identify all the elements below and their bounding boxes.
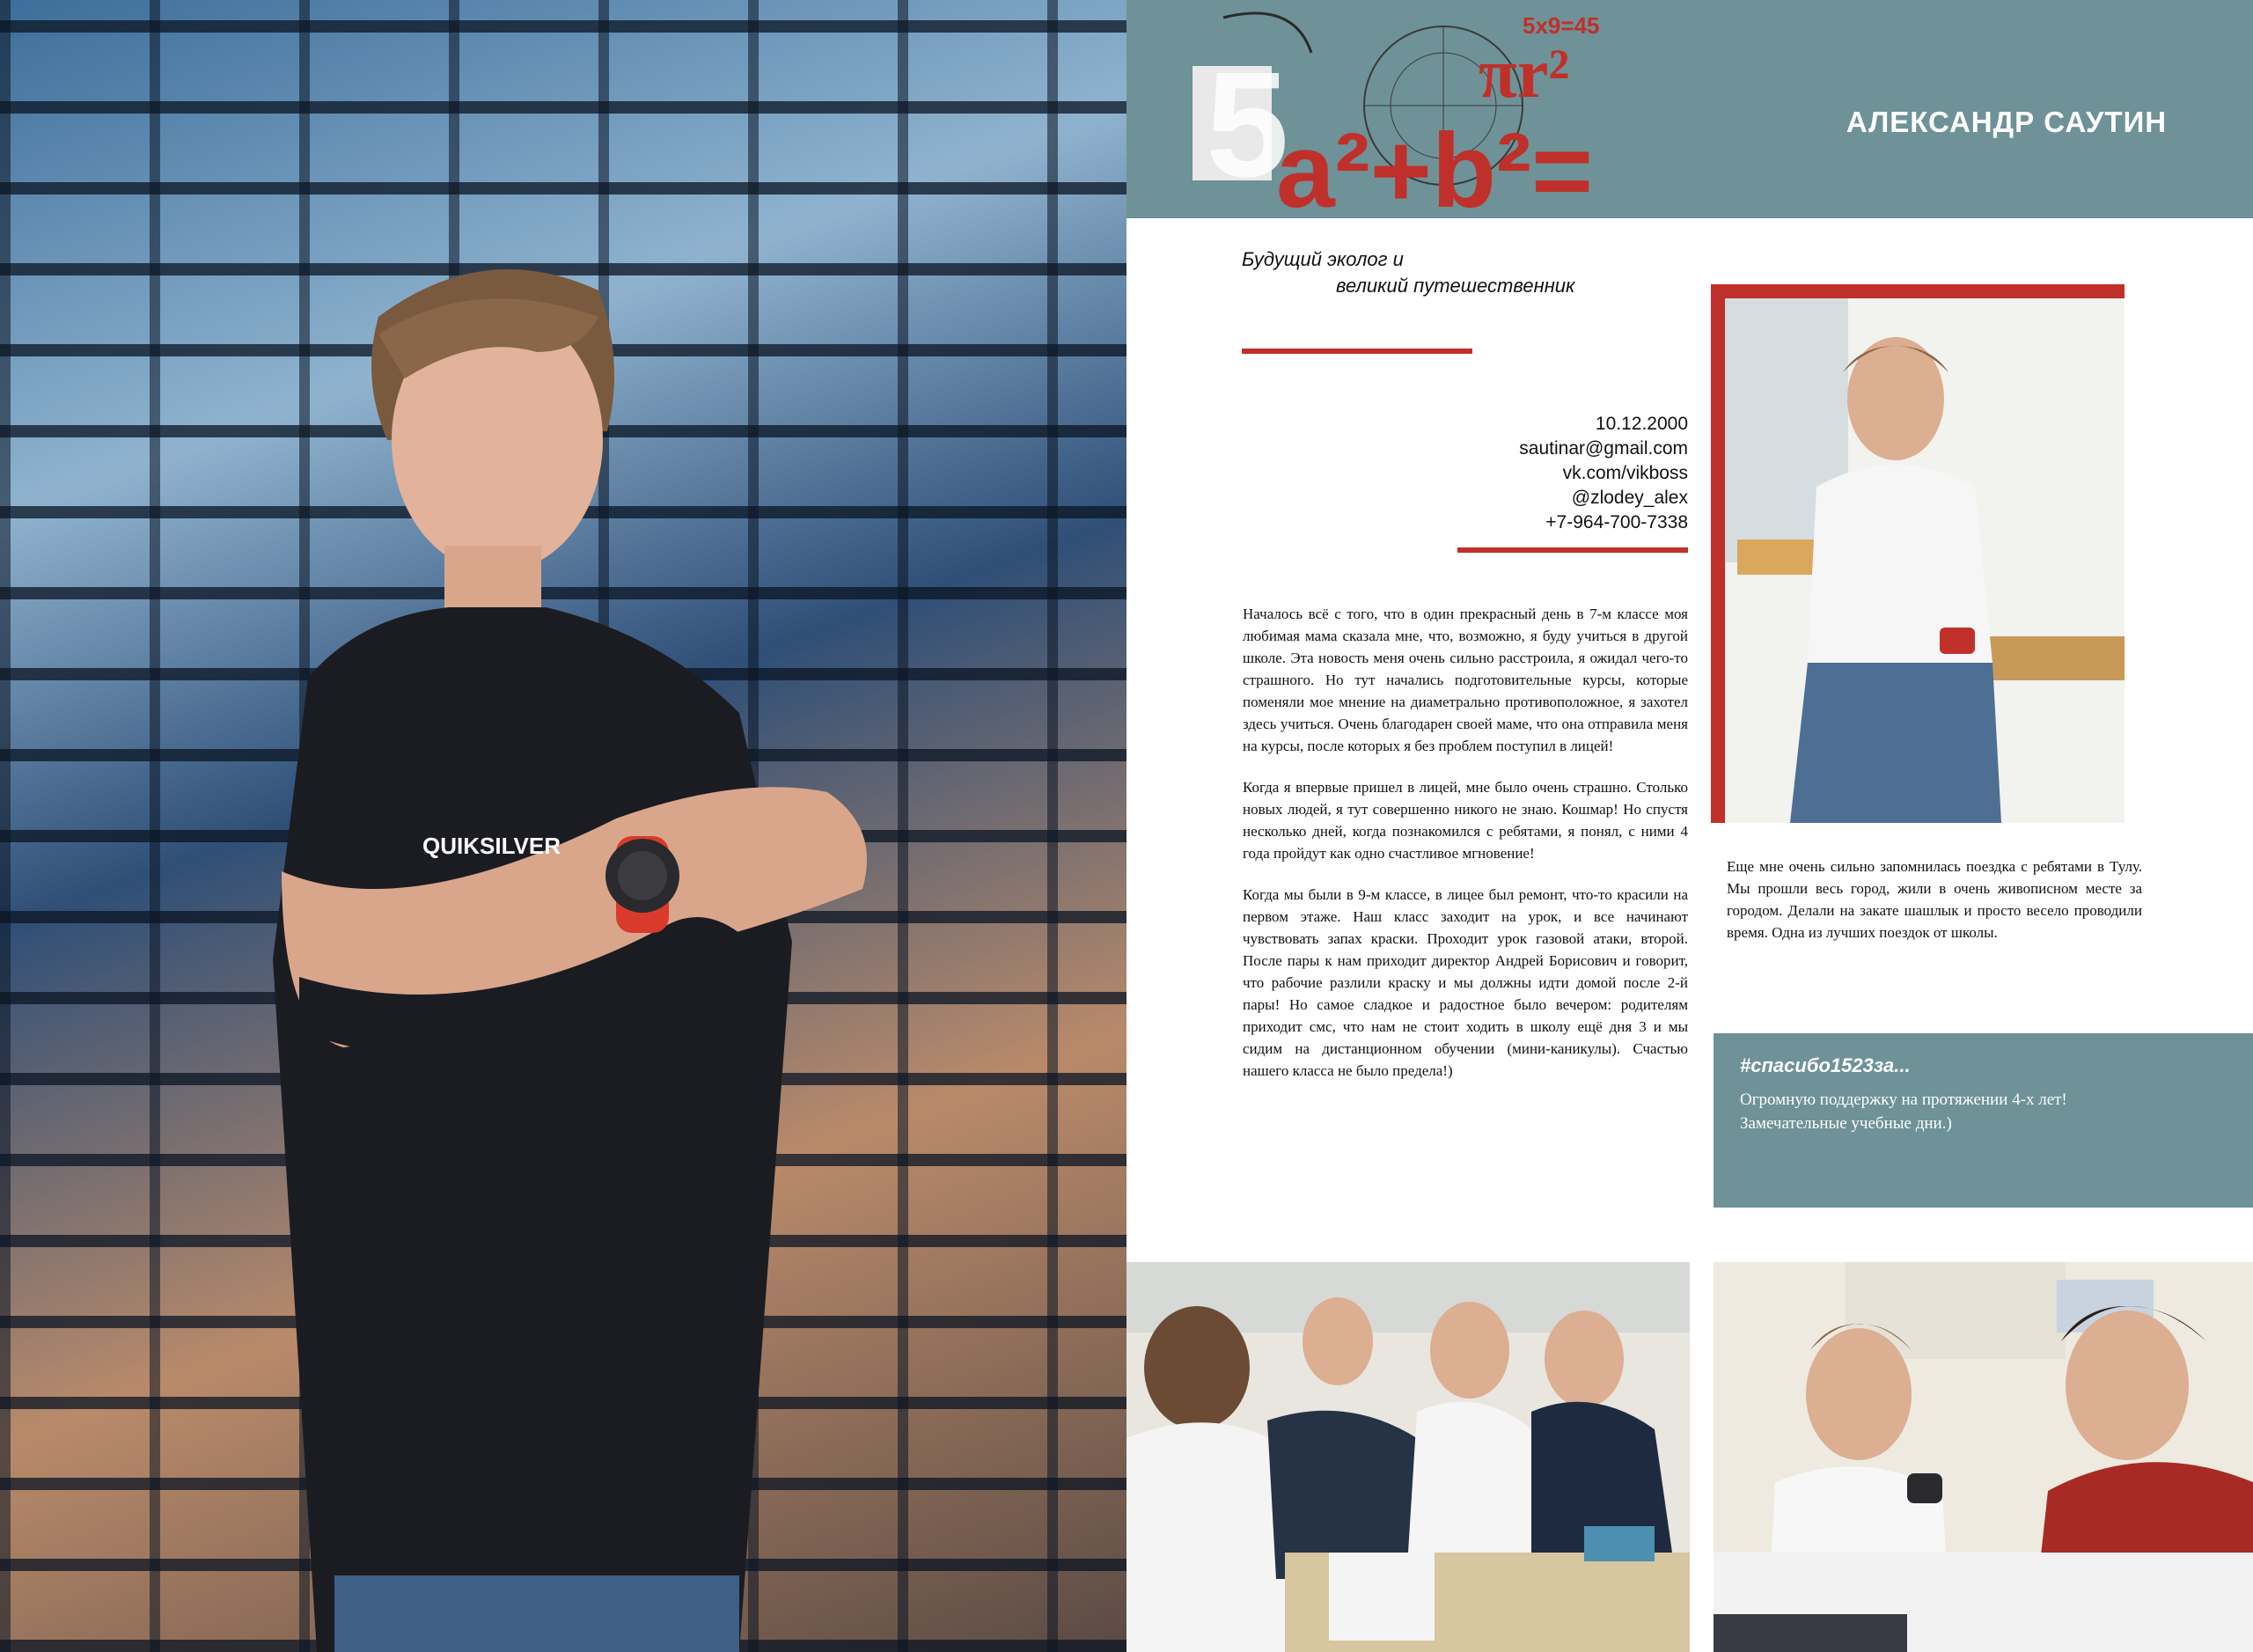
classroom-portrait-photo [1711,284,2125,823]
thanks-text: Огромную поддержку на протяжении 4-х лет! Замечательные учебные дни.) [1740,1090,2067,1133]
svg-text:5: 5 [1206,41,1289,209]
phone-number[interactable]: +7-964-700-7338 [1545,512,1688,532]
vk-link[interactable]: vk.com/vikboss [1562,463,1688,483]
formula-art [1188,0,1681,218]
formula-text-2: πr² [1479,35,1570,113]
subtitle-line-1: Будущий эколог и [1242,248,1404,270]
story-paragraph-1: Началось всё с того, что в один прекрасный день в 7-м классе моя любимая мама сказала мне, что, возможно, я буду учиться в другой школе. Эта новость меня очень сильно расстроила, я ожидал чего-то страшного. Но тут начались подготовительные курсы, которые поменяли мое мнение на диаметрально противоположное, я захотел здесь учиться. Очень благодарен своей маме, что она отправила меня на курсы, после которых я без проблем поступил в лицей! [1243,606,1688,754]
student-portrait-illustration [246,255,950,1652]
portrait-photo [0,0,1126,1652]
story-paragraph-2: Когда я впервые пришел в лицей, мне было очень страшно. Столько новых людей, я тут совершенно никого не знаю. Кошмар! Но спустя несколько дней, когда познакомился с ребятами, я понял, с ними 4 года пройдут как одно счастливое мгновение! [1243,779,1688,862]
story-paragraph-3: Когда мы были в 9-м классе, в лицее был ремонт, что-то красили на первом этаже. Наш класс заходит на урок, и все начинают чувствовать запах краски. Проходит урок газовой атаки, второй. После пары к нам приходит директор Андрей Борисович и говорит, что рабочие разлили краску и мы должны идти домой после 2-й пары! Но самое сладкое и радостное было вечером: родителям приходит смс, что нам не стоит ходить в школу ещё дня 3 и мы сидим на дистанционном обучении (мини-каникулы). Счастью нашего класса не было предела!) [1243,886,1688,1079]
header-band [1126,0,2253,218]
social-handle[interactable]: @zlodey_alex [1571,488,1688,508]
contact-block [1144,412,1688,535]
formula-text-3: a²+b²= [1276,112,1594,218]
classroom-group-photo [1126,1262,1690,1652]
page-title: АЛЕКСАНДР САУТИН [1846,106,2168,138]
email-link[interactable]: sautinar@gmail.com [1519,438,1688,459]
thanks-hashtag: #спасибо1523за... [1740,1054,1911,1076]
students-writing-photo [1714,1262,2253,1652]
story-text [1243,603,1688,1101]
formula-text-1: 5x9=45 [1523,12,1600,39]
side-story-text: Еще мне очень сильно запомнилась поездка с ребятами в Тулу. Мы прошли весь город, жили в очень живописном месте за городом. Делали на закате шашлык и просто весело проводили время. Одна из лучших поездок от школы. [1727,858,2142,941]
thanks-box [1714,1033,2253,1208]
shirt-logo: QUIKSILVER [422,833,561,859]
contacts-divider [1457,547,1688,553]
subtitle-divider [1242,349,1472,354]
birthdate: 10.12.2000 [1595,414,1688,434]
subtitle-line-2: великий путешественник [1336,275,1575,297]
